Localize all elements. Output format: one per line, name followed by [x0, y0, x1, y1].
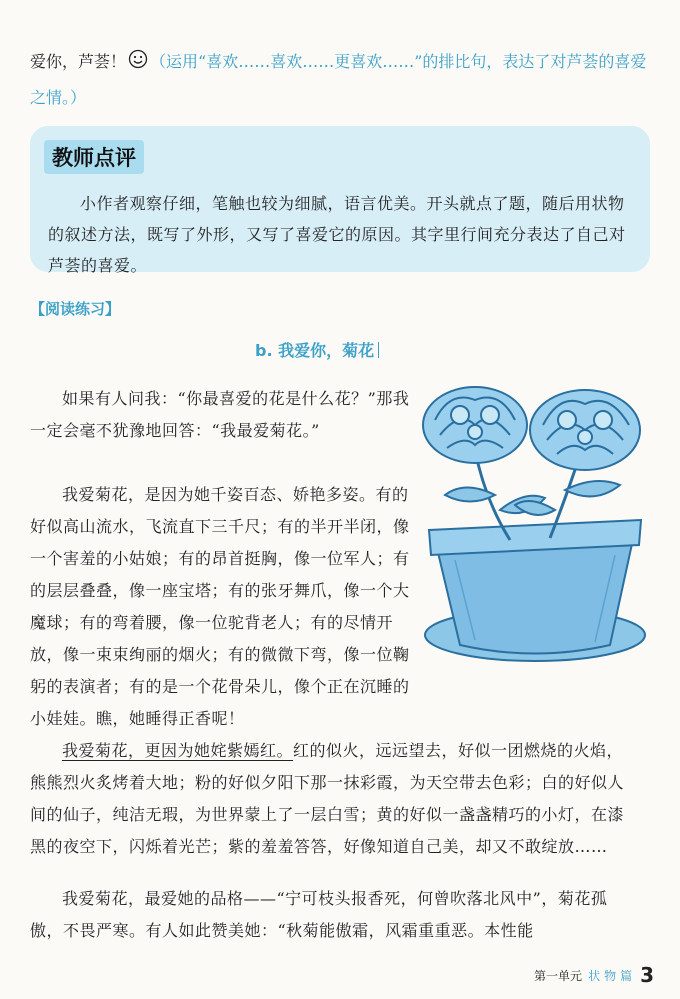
title-marker: [378, 342, 379, 358]
article-title-text: b. 我爱你，菊花: [255, 341, 375, 360]
intro-comment: （运用“喜欢……喜欢……更喜欢……”的排比句，表达了对芦荟的喜爱之情。）: [30, 52, 647, 107]
article-paragraph-2: 我爱菊花，是因为她千姿百态、娇艳多姿。有的好似高山流水，飞流直下三千尺；有的半开半闭，像一个害羞的小姑娘；有的昂首挺胸，像一位军人；有的层层叠叠，像一座宝塔；有的张牙舞爪，像一个大魔球；有的弯着腰，像一位驼背老人；有的尽情开放，像一束束绚丽的烟火；有的微微下弯，像一位鞠躬的表演者；有的是一个花骨朵儿，像个正在沉睡的小娃娃。瞧，她睡得正香呢！: [30, 485, 410, 728]
page-number: 3: [640, 963, 654, 987]
article-title: [255, 338, 379, 361]
smiley-icon: [128, 47, 148, 81]
footer-unit: 第一单元: [534, 969, 583, 983]
article-paragraph-3: [30, 735, 635, 863]
footer-topic: 状物篇: [588, 969, 637, 983]
underlined-sentence: 我爱菊花，更因为她姹紫嫣红。: [62, 741, 294, 760]
chrysanthemum-pot-illustration: [415, 380, 655, 670]
teacher-review-body: 小作者观察仔细，笔触也较为细腻，语言优美。开头就点了题，随后用状物的叙述方法，既写了外形，又写了喜爱它的原因。其字里行间充分表达了自己对芦荟的喜爱。: [48, 194, 626, 275]
teacher-review-title: 教师点评: [44, 140, 144, 174]
section-label: 【阅读练习】: [30, 300, 121, 318]
paragraph-3-rest: 红的似火，远远望去，好似一团燃烧的火焰，熊熊烈火炙烤着大地；粉的好似夕阳下那一抹彩霞，为天空带去色彩；白的好似人间的仙子，纯洁无瑕，为世界蒙上了一层白雪；黄的好似一盏盏精巧的小灯，在漆黑的夜空下，闪烁着光芒；紫的羞羞答答，好像知道自己美，却又不敢绽放……: [30, 741, 625, 856]
intro-paragraph: [30, 45, 650, 115]
page-footer: [534, 963, 654, 987]
article-paragraph-4: 我爱菊花，最爱她的品格——“宁可枝头报香死，何曾吹落北风中”，菊花孤傲，不畏严寒。有人如此赞美她：“秋菊能傲霜，风霜重重恶。本性能: [30, 889, 608, 940]
article-paragraph-1: 如果有人问我：“你最喜爱的花是什么花？”那我一定会毫不犹豫地回答：“我最爱菊花。”: [30, 389, 410, 440]
teacher-review-box: [30, 126, 650, 275]
intro-text: 爱你，芦荟！: [30, 52, 127, 71]
